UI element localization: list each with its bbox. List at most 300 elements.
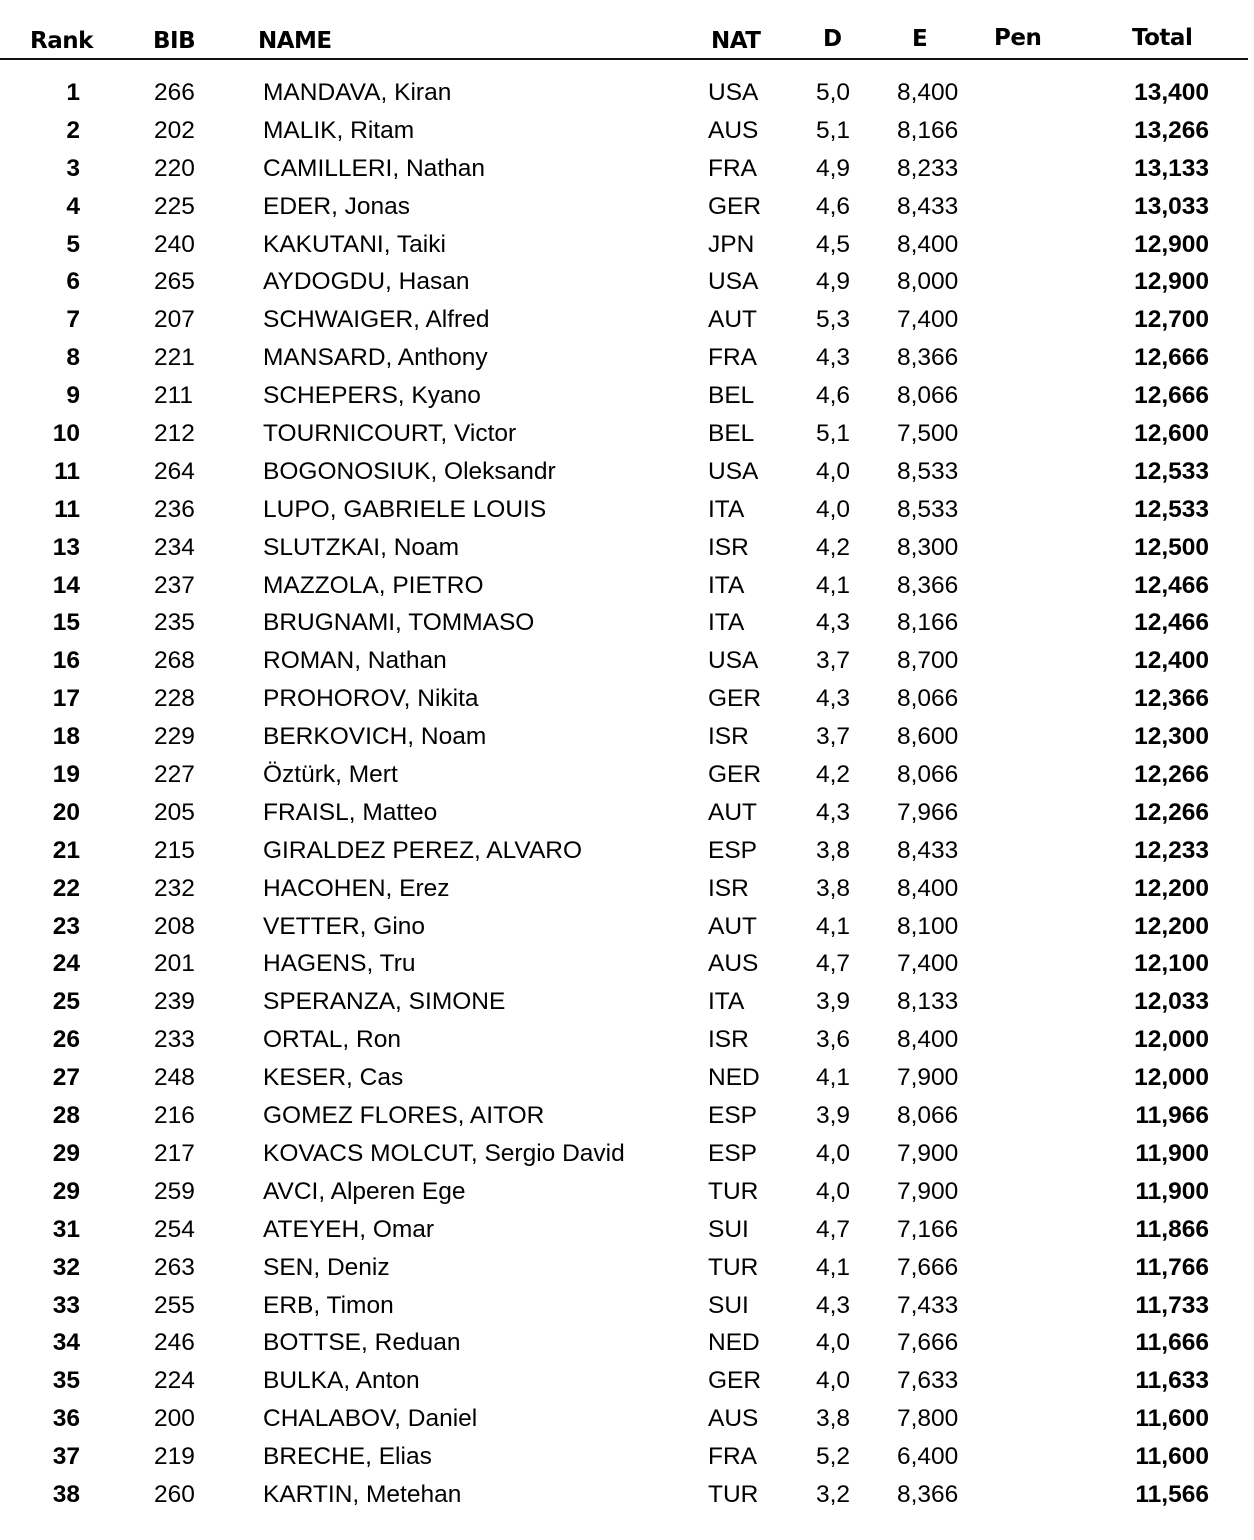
rank-cell: 15 — [52, 609, 80, 637]
nation-cell: ISR — [708, 533, 749, 561]
d-score-cell: 4,1 — [816, 1064, 851, 1092]
total-score-cell: 11,733 — [1135, 1291, 1209, 1319]
header-pen: Pen — [994, 25, 1042, 51]
header-rank: Rank — [30, 28, 93, 54]
table-row — [0, 264, 1254, 302]
nation-cell: ITA — [708, 988, 745, 1016]
d-score-cell: 4,3 — [816, 344, 851, 372]
e-score-cell: 7,500 — [897, 420, 959, 448]
athlete-name-cell: MANSARD, Anthony — [263, 344, 488, 372]
athlete-name-cell: ATEYEH, Omar — [263, 1215, 435, 1243]
bib-cell: 232 — [154, 874, 195, 902]
bib-cell: 221 — [154, 344, 195, 372]
athlete-name-cell: PROHOROV, Nikita — [263, 685, 479, 713]
table-row — [0, 492, 1254, 530]
rank-cell: 38 — [52, 1480, 80, 1508]
d-score-cell: 4,2 — [816, 761, 851, 789]
table-row — [0, 1098, 1254, 1136]
total-score-cell: 12,200 — [1134, 912, 1209, 940]
e-score-cell: 8,233 — [897, 154, 959, 182]
results-table-body — [0, 75, 1254, 1515]
header-e: E — [912, 26, 928, 52]
e-score-cell: 8,366 — [897, 571, 959, 599]
total-score-cell: 12,366 — [1134, 685, 1209, 713]
nation-cell: AUS — [708, 116, 759, 144]
total-score-cell: 13,133 — [1134, 154, 1209, 182]
rank-cell: 32 — [52, 1253, 80, 1281]
total-score-cell: 12,500 — [1134, 533, 1209, 561]
bib-cell: 229 — [154, 723, 195, 751]
table-row — [0, 1250, 1254, 1288]
table-row — [0, 946, 1254, 984]
nation-cell: FRA — [708, 154, 757, 182]
e-score-cell: 7,666 — [897, 1329, 959, 1357]
rank-cell: 29 — [52, 1139, 80, 1167]
total-score-cell: 13,266 — [1134, 116, 1209, 144]
e-score-cell: 7,900 — [897, 1139, 959, 1167]
athlete-name-cell: MANDAVA, Kiran — [263, 79, 452, 106]
nation-cell: ITA — [708, 571, 745, 599]
rank-cell: 19 — [52, 761, 80, 789]
total-score-cell: 12,666 — [1134, 344, 1209, 372]
nation-cell: BEL — [708, 382, 755, 410]
rank-cell: 37 — [52, 1443, 80, 1471]
table-row — [0, 1174, 1254, 1212]
e-score-cell: 7,166 — [897, 1215, 959, 1243]
nation-cell: TUR — [708, 1253, 759, 1281]
table-row — [0, 643, 1254, 681]
header-divider — [0, 58, 1248, 60]
nation-cell: ITA — [708, 609, 745, 637]
total-score-cell: 12,533 — [1134, 457, 1209, 485]
bib-cell: 233 — [154, 1026, 195, 1054]
bib-cell: 268 — [154, 647, 195, 675]
d-score-cell: 4,0 — [816, 1329, 851, 1357]
bib-cell: 263 — [154, 1253, 195, 1281]
e-score-cell: 8,433 — [897, 836, 959, 864]
d-score-cell: 4,3 — [816, 798, 851, 826]
nation-cell: TUR — [708, 1177, 759, 1205]
table-row — [0, 454, 1254, 492]
d-score-cell: 3,7 — [816, 723, 851, 751]
e-score-cell: 8,600 — [897, 723, 959, 751]
d-score-cell: 4,6 — [816, 382, 851, 410]
rank-cell: 2 — [66, 116, 80, 144]
total-score-cell: 12,400 — [1134, 647, 1209, 675]
table-row — [0, 113, 1254, 151]
total-score-cell: 12,266 — [1134, 761, 1209, 789]
rank-cell: 27 — [52, 1064, 80, 1092]
bib-cell: 239 — [154, 988, 195, 1016]
d-score-cell: 3,6 — [816, 1026, 851, 1054]
rank-cell: 36 — [52, 1405, 80, 1433]
total-score-cell: 12,300 — [1134, 723, 1209, 751]
e-score-cell: 8,400 — [897, 874, 959, 902]
nation-cell: AUS — [708, 1405, 759, 1433]
table-row — [0, 795, 1254, 833]
athlete-name-cell: KESER, Cas — [263, 1064, 404, 1092]
rank-cell: 20 — [52, 798, 80, 826]
total-score-cell: 11,866 — [1135, 1215, 1209, 1243]
athlete-name-cell: LUPO, GABRIELE LOUIS — [263, 495, 547, 523]
athlete-name-cell: ROMAN, Nathan — [263, 647, 447, 675]
athlete-name-cell: AVCI, Alperen Ege — [263, 1177, 466, 1205]
total-score-cell: 13,400 — [1134, 79, 1209, 106]
table-row — [0, 302, 1254, 340]
athlete-name-cell: SPERANZA, SIMONE — [263, 988, 506, 1016]
e-score-cell: 8,366 — [897, 1480, 959, 1508]
d-score-cell: 3,9 — [816, 988, 851, 1016]
bib-cell: 235 — [154, 609, 195, 637]
athlete-name-cell: EDER, Jonas — [263, 192, 411, 220]
d-score-cell: 4,0 — [816, 1367, 851, 1395]
bib-cell: 264 — [154, 457, 195, 485]
table-row — [0, 757, 1254, 795]
total-score-cell: 12,100 — [1134, 950, 1209, 978]
table-row — [0, 151, 1254, 189]
total-score-cell: 12,900 — [1134, 268, 1209, 296]
nation-cell: NED — [708, 1064, 760, 1092]
athlete-name-cell: KAKUTANI, Taiki — [263, 230, 446, 258]
rank-cell: 4 — [66, 192, 80, 220]
athlete-name-cell: GIRALDEZ PEREZ, ALVARO — [263, 836, 583, 864]
athlete-name-cell: SCHEPERS, Kyano — [263, 382, 481, 410]
nation-cell: TUR — [708, 1480, 759, 1508]
d-score-cell: 4,0 — [816, 1139, 851, 1167]
total-score-cell: 11,666 — [1135, 1329, 1209, 1357]
bib-cell: 240 — [154, 230, 195, 258]
athlete-name-cell: GOMEZ FLORES, AITOR — [263, 1102, 545, 1130]
table-row — [0, 1136, 1254, 1174]
total-score-cell: 12,266 — [1134, 798, 1209, 826]
d-score-cell: 3,9 — [816, 1102, 851, 1130]
rank-cell: 10 — [52, 420, 80, 448]
bib-cell: 201 — [154, 950, 195, 978]
bib-cell: 260 — [154, 1480, 195, 1508]
bib-cell: 237 — [154, 571, 195, 599]
d-score-cell: 5,0 — [816, 79, 851, 106]
e-score-cell: 8,066 — [897, 1102, 959, 1130]
nation-cell: GER — [708, 761, 762, 789]
bib-cell: 224 — [154, 1367, 195, 1395]
nation-cell: USA — [708, 268, 759, 296]
athlete-name-cell: BOGONOSIUK, Oleksandr — [263, 457, 556, 485]
rank-cell: 35 — [52, 1367, 80, 1395]
e-score-cell: 8,133 — [897, 988, 959, 1016]
e-score-cell: 8,300 — [897, 533, 959, 561]
d-score-cell: 4,0 — [816, 1177, 851, 1205]
d-score-cell: 4,1 — [816, 912, 851, 940]
e-score-cell: 6,400 — [897, 1443, 959, 1471]
nation-cell: AUT — [708, 912, 757, 940]
table-row — [0, 227, 1254, 265]
d-score-cell: 4,1 — [816, 571, 851, 599]
total-score-cell: 12,466 — [1134, 571, 1209, 599]
nation-cell: GER — [708, 192, 762, 220]
d-score-cell: 5,1 — [816, 116, 851, 144]
athlete-name-cell: ORTAL, Ron — [263, 1026, 401, 1054]
d-score-cell: 4,9 — [816, 268, 851, 296]
rank-cell: 6 — [66, 268, 80, 296]
athlete-name-cell: BRECHE, Elias — [263, 1443, 432, 1471]
table-row — [0, 530, 1254, 568]
e-score-cell: 7,900 — [897, 1177, 959, 1205]
total-score-cell: 11,900 — [1135, 1177, 1209, 1205]
d-score-cell: 3,2 — [816, 1480, 851, 1508]
bib-cell: 200 — [154, 1405, 195, 1433]
header-name: NAME — [258, 28, 332, 54]
table-row — [0, 1288, 1254, 1326]
header-nat: NAT — [711, 28, 761, 54]
bib-cell: 225 — [154, 192, 195, 220]
athlete-name-cell: AYDOGDU, Hasan — [263, 268, 470, 296]
rank-cell: 9 — [66, 382, 80, 410]
bib-cell: 205 — [154, 798, 195, 826]
bib-cell: 202 — [154, 116, 195, 144]
total-score-cell: 11,600 — [1135, 1443, 1209, 1471]
rank-cell: 24 — [52, 950, 80, 978]
table-row — [0, 568, 1254, 606]
table-row — [0, 605, 1254, 643]
nation-cell: ITA — [708, 495, 745, 523]
table-row — [0, 1325, 1254, 1363]
bib-cell: 259 — [154, 1177, 195, 1205]
nation-cell: ISR — [708, 723, 749, 751]
total-score-cell: 12,000 — [1134, 1064, 1209, 1092]
athlete-name-cell: SCHWAIGER, Alfred — [263, 306, 490, 334]
nation-cell: ISR — [708, 874, 749, 902]
e-score-cell: 8,066 — [897, 685, 959, 713]
athlete-name-cell: ERB, Timon — [263, 1291, 394, 1319]
nation-cell: ISR — [708, 1026, 749, 1054]
bib-cell: 216 — [154, 1102, 195, 1130]
rank-cell: 16 — [52, 647, 80, 675]
e-score-cell: 8,533 — [897, 495, 959, 523]
e-score-cell: 8,533 — [897, 457, 959, 485]
athlete-name-cell: MALIK, Ritam — [263, 116, 415, 144]
bib-cell: 217 — [154, 1139, 195, 1167]
nation-cell: SUI — [708, 1215, 749, 1243]
athlete-name-cell: KOVACS MOLCUT, Sergio David — [263, 1139, 625, 1167]
rank-cell: 31 — [52, 1215, 80, 1243]
bib-cell: 234 — [154, 533, 195, 561]
nation-cell: SUI — [708, 1291, 749, 1319]
total-score-cell: 12,033 — [1134, 988, 1209, 1016]
total-score-cell: 12,666 — [1134, 382, 1209, 410]
nation-cell: USA — [708, 79, 759, 106]
bib-cell: 236 — [154, 495, 195, 523]
total-score-cell: 11,900 — [1135, 1139, 1209, 1167]
e-score-cell: 7,433 — [897, 1291, 959, 1319]
bib-cell: 208 — [154, 912, 195, 940]
athlete-name-cell: CAMILLERI, Nathan — [263, 154, 485, 182]
e-score-cell: 8,100 — [897, 912, 959, 940]
header-total: Total — [1132, 25, 1193, 51]
d-score-cell: 5,3 — [816, 306, 851, 334]
athlete-name-cell: SEN, Deniz — [263, 1253, 390, 1281]
nation-cell: FRA — [708, 1443, 757, 1471]
d-score-cell: 4,6 — [816, 192, 851, 220]
d-score-cell: 4,0 — [816, 457, 851, 485]
table-row — [0, 1363, 1254, 1401]
athlete-name-cell: MAZZOLA, PIETRO — [263, 571, 484, 599]
e-score-cell: 8,066 — [897, 761, 959, 789]
d-score-cell: 4,3 — [816, 1291, 851, 1319]
athlete-name-cell: BRUGNAMI, TOMMASO — [263, 609, 535, 637]
e-score-cell: 7,666 — [897, 1253, 959, 1281]
rank-cell: 23 — [52, 912, 80, 940]
table-row — [0, 340, 1254, 378]
e-score-cell: 8,000 — [897, 268, 959, 296]
nation-cell: GER — [708, 685, 762, 713]
bib-cell: 255 — [154, 1291, 195, 1319]
athlete-name-cell: BOTTSE, Reduan — [263, 1329, 461, 1357]
total-score-cell: 12,700 — [1134, 306, 1209, 334]
athlete-name-cell: BERKOVICH, Noam — [263, 723, 487, 751]
nation-cell: AUT — [708, 798, 757, 826]
total-score-cell: 11,766 — [1135, 1253, 1209, 1281]
table-row — [0, 1477, 1254, 1515]
athlete-name-cell: CHALABOV, Daniel — [263, 1405, 478, 1433]
d-score-cell: 4,3 — [816, 609, 851, 637]
rank-cell: 34 — [52, 1329, 80, 1357]
bib-cell: 212 — [154, 420, 195, 448]
nation-cell: AUT — [708, 306, 757, 334]
rank-cell: 3 — [66, 154, 80, 182]
total-score-cell: 11,566 — [1135, 1480, 1209, 1508]
table-row — [0, 378, 1254, 416]
e-score-cell: 8,400 — [897, 1026, 959, 1054]
d-score-cell: 4,3 — [816, 685, 851, 713]
d-score-cell: 3,8 — [816, 836, 851, 864]
e-score-cell: 8,400 — [897, 79, 959, 106]
rank-cell: 21 — [52, 836, 80, 864]
bib-cell: 246 — [154, 1329, 195, 1357]
bib-cell: 207 — [154, 306, 195, 334]
rank-cell: 1 — [66, 79, 80, 106]
e-score-cell: 8,366 — [897, 344, 959, 372]
e-score-cell: 8,166 — [897, 116, 959, 144]
table-row — [0, 909, 1254, 947]
rank-cell: 28 — [52, 1102, 80, 1130]
total-score-cell: 12,200 — [1134, 874, 1209, 902]
athlete-name-cell: SLUTZKAI, Noam — [263, 533, 460, 561]
total-score-cell: 12,233 — [1134, 836, 1209, 864]
rank-cell: 13 — [52, 533, 80, 561]
rank-cell: 33 — [52, 1291, 80, 1319]
nation-cell: ESP — [708, 1139, 758, 1167]
athlete-name-cell: KARTIN, Metehan — [263, 1480, 462, 1508]
rank-cell: 11 — [54, 457, 80, 485]
e-score-cell: 8,433 — [897, 192, 959, 220]
table-row — [0, 719, 1254, 757]
nation-cell: NED — [708, 1329, 760, 1357]
d-score-cell: 5,1 — [816, 420, 851, 448]
total-score-cell: 11,600 — [1135, 1405, 1209, 1433]
e-score-cell: 7,900 — [897, 1064, 959, 1092]
nation-cell: FRA — [708, 344, 757, 372]
bib-cell: 254 — [154, 1215, 195, 1243]
rank-cell: 7 — [66, 306, 80, 334]
d-score-cell: 4,0 — [816, 495, 851, 523]
results-table-header — [0, 0, 1254, 60]
d-score-cell: 3,7 — [816, 647, 851, 675]
total-score-cell: 11,633 — [1135, 1367, 1209, 1395]
athlete-name-cell: TOURNICOURT, Victor — [263, 420, 517, 448]
rank-cell: 22 — [52, 874, 80, 902]
bib-cell: 227 — [154, 761, 195, 789]
bib-cell: 266 — [154, 79, 195, 106]
nation-cell: ESP — [708, 1102, 758, 1130]
athlete-name-cell: HACOHEN, Erez — [263, 874, 450, 902]
rank-cell: 5 — [66, 230, 80, 258]
d-score-cell: 4,9 — [816, 154, 851, 182]
nation-cell: USA — [708, 647, 759, 675]
table-row — [0, 1439, 1254, 1477]
total-score-cell: 11,966 — [1135, 1102, 1209, 1130]
total-score-cell: 12,600 — [1134, 420, 1209, 448]
e-score-cell: 7,633 — [897, 1367, 959, 1395]
table-row — [0, 75, 1254, 113]
rank-cell: 11 — [54, 495, 80, 523]
e-score-cell: 7,400 — [897, 950, 959, 978]
nation-cell: ESP — [708, 836, 758, 864]
athlete-name-cell: Öztürk, Mert — [263, 761, 398, 789]
bib-cell: 248 — [154, 1064, 195, 1092]
bib-cell: 211 — [154, 382, 194, 410]
header-bib: BIB — [153, 28, 196, 54]
d-score-cell: 4,2 — [816, 533, 851, 561]
bib-cell: 265 — [154, 268, 195, 296]
nation-cell: USA — [708, 457, 759, 485]
rank-cell: 18 — [52, 723, 80, 751]
d-score-cell: 4,7 — [816, 950, 851, 978]
e-score-cell: 8,700 — [897, 647, 959, 675]
bib-cell: 228 — [154, 685, 195, 713]
table-row — [0, 1401, 1254, 1439]
total-score-cell: 12,900 — [1134, 230, 1209, 258]
table-row — [0, 189, 1254, 227]
athlete-name-cell: BULKA, Anton — [263, 1367, 420, 1395]
total-score-cell: 12,533 — [1134, 495, 1209, 523]
header-d: D — [823, 26, 842, 52]
nation-cell: BEL — [708, 420, 755, 448]
table-row — [0, 681, 1254, 719]
rank-cell: 26 — [52, 1026, 80, 1054]
e-score-cell: 8,400 — [897, 230, 959, 258]
d-score-cell: 3,8 — [816, 1405, 851, 1433]
table-row — [0, 416, 1254, 454]
total-score-cell: 12,466 — [1134, 609, 1209, 637]
d-score-cell: 5,2 — [816, 1443, 851, 1471]
d-score-cell: 4,1 — [816, 1253, 851, 1281]
total-score-cell: 12,000 — [1134, 1026, 1209, 1054]
rank-cell: 14 — [52, 571, 80, 599]
bib-cell: 215 — [154, 836, 195, 864]
table-row — [0, 1212, 1254, 1250]
rank-cell: 8 — [66, 344, 80, 372]
table-row — [0, 1022, 1254, 1060]
nation-cell: AUS — [708, 950, 759, 978]
table-row — [0, 833, 1254, 871]
nation-cell: GER — [708, 1367, 762, 1395]
rank-cell: 25 — [52, 988, 80, 1016]
e-score-cell: 8,066 — [897, 382, 959, 410]
e-score-cell: 7,400 — [897, 306, 959, 334]
bib-cell: 220 — [154, 154, 195, 182]
total-score-cell: 13,033 — [1134, 192, 1209, 220]
athlete-name-cell: FRAISL, Matteo — [263, 798, 438, 826]
